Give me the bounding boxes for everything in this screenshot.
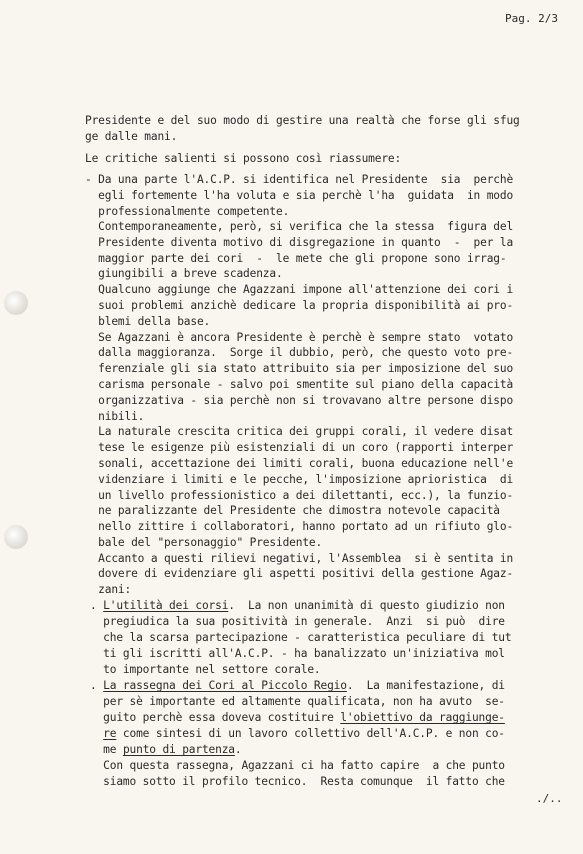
punch-hole xyxy=(4,525,28,549)
text-line xyxy=(85,151,401,167)
line-text: tese le esigenze più esistenziali di un coro (rapporti interper xyxy=(85,441,514,454)
line-text: egli fortemente l'ha voluta e sia perchè l'ha guidata in modo xyxy=(85,189,514,202)
text-line xyxy=(85,377,513,393)
line-text: Qualcuno aggiunge che Agazzani impone all'attenzione dei cori i xyxy=(85,283,514,296)
line-text-rest: . xyxy=(234,743,242,756)
line-text: me xyxy=(90,743,123,756)
text-line xyxy=(85,488,513,504)
text-line xyxy=(85,440,513,456)
text-line xyxy=(85,282,513,298)
line-text: pregiudica la sua positività in generale. Anzi si può dire xyxy=(90,615,505,628)
text-line xyxy=(85,409,144,425)
text-line xyxy=(85,129,177,145)
text-line xyxy=(90,614,505,630)
underlined-text: l'obiettivo da raggiunge- xyxy=(340,711,505,724)
text-line xyxy=(90,726,505,742)
text-line xyxy=(85,345,513,361)
text-line xyxy=(90,662,321,678)
text-line xyxy=(85,535,322,551)
text-line xyxy=(90,742,241,758)
line-text: siamo sotto il profilo tecnico. Resta comunque il fatto che xyxy=(90,775,505,788)
line-text: dalla maggioranza. Sorge il dubbio, però, che questo voto pre- xyxy=(85,346,514,359)
text-line xyxy=(85,113,520,129)
text-line xyxy=(85,219,513,235)
page-number: Pag. 2/3 xyxy=(505,12,558,25)
text-line xyxy=(85,472,513,488)
text-line xyxy=(90,694,505,710)
line-text: dovere di evidenziare gli aspetti positivi della gestione Agaz- xyxy=(85,567,514,580)
text-line xyxy=(90,630,511,646)
text-line xyxy=(90,646,505,662)
underlined-text: punto di partenza xyxy=(122,743,235,756)
line-text: giungibili a breve scadenza. xyxy=(85,267,283,280)
text-line xyxy=(85,314,210,330)
line-text: bale del "personaggio" Presidente. xyxy=(85,536,323,549)
line-text: nello zittire i collaboratori, hanno portato ad un rifiuto glo- xyxy=(85,520,514,533)
line-text: nibili. xyxy=(85,410,145,423)
line-text: carisma personale - salvo poi smentite sul piano della capacità xyxy=(85,378,514,391)
line-text: che la scarsa partecipazione - caratteristica peculiare di tut xyxy=(90,631,512,644)
underlined-text: La rassegna dei Cori al Piccolo Regio xyxy=(103,679,347,692)
text-line xyxy=(85,188,513,204)
line-text: La naturale crescita critica dei gruppi corali, il vedere disat xyxy=(85,425,514,438)
line-text: Contemporaneamente, però, si verifica che la stessa figura del xyxy=(85,220,514,233)
text-line xyxy=(85,393,513,409)
line-text: videnziare i limiti e le pecche, l'imposizione aprioristica di xyxy=(85,473,514,486)
line-text: suoi problemi anzichè dedicare la propria disponibilità ai pro- xyxy=(85,299,514,312)
text-line xyxy=(90,758,505,774)
underlined-text: re xyxy=(103,727,117,740)
text-line xyxy=(85,172,513,188)
line-text: sonali, accettazione dei limiti corali, buona educazione nell'e xyxy=(85,457,514,470)
text-line xyxy=(85,582,131,598)
line-text: organizzativa - sia perchè non si trovavano altre persone dispo xyxy=(85,394,514,407)
text-line xyxy=(90,598,505,614)
line-text: ti gli iscritti all'A.C.P. - ha banalizzato un'iniziativa mol xyxy=(90,647,505,660)
text-line xyxy=(85,298,513,314)
line-text: Con questa rassegna, Agazzani ci ha fatto capire a che punto xyxy=(90,759,505,772)
line-text: zani: xyxy=(85,583,132,596)
text-line xyxy=(85,235,513,251)
line-text-rest: . La non unanimità di questo giudizio non xyxy=(228,599,505,612)
line-text: - Da una parte l'A.C.P. si identifica nel Presidente sia perchè xyxy=(85,173,514,186)
punch-hole xyxy=(4,291,28,315)
line-text: maggior parte dei cori - le mete che gli propone sono irrag- xyxy=(85,252,507,265)
text-line xyxy=(85,503,500,519)
text-line xyxy=(85,456,513,472)
line-text: per sè importante ed altamente qualificata, non ha avuto se- xyxy=(90,695,505,708)
line-text-rest: come sintesi di un lavoro collettivo dell'A.C.P. e non co- xyxy=(116,727,505,740)
line-text: . xyxy=(90,679,104,692)
text-line xyxy=(85,251,506,267)
line-text: ferenziale gli sia stato attribuito sia per imposizione del suo xyxy=(85,362,514,375)
line-text: ne paralizzante del Presidente che dimostra notevole capacità xyxy=(85,504,500,517)
line-text: Le critiche salienti si possono così riassumere: xyxy=(85,152,402,165)
text-line xyxy=(85,519,513,535)
text-line xyxy=(85,266,283,282)
text-line xyxy=(85,551,513,567)
underlined-text: L'utilità dei corsi xyxy=(103,599,229,612)
continuation-mark: ./.. xyxy=(536,792,563,805)
text-line xyxy=(85,330,513,346)
line-text: . xyxy=(90,599,104,612)
line-text: Presidente e del suo modo di gestire una realtà che forse gli sfug xyxy=(85,114,520,127)
text-line xyxy=(85,424,513,440)
line-text: un livello professionistico a dei dilettanti, ecc.), la funzio- xyxy=(85,489,514,502)
line-text: Presidente diventa motivo di disgregazione in quanto - per la xyxy=(85,236,514,249)
line-text: Accanto a questi rilievi negativi, l'Assemblea si è sentita in xyxy=(85,552,514,565)
line-text: to importante nel settore corale. xyxy=(90,663,321,676)
line-text: Se Agazzani è ancora Presidente è perchè è sempre stato votato xyxy=(85,331,514,344)
line-text: blemi della base. xyxy=(85,315,211,328)
line-text xyxy=(90,727,103,740)
text-line xyxy=(85,361,513,377)
text-line xyxy=(90,774,505,790)
text-line xyxy=(90,710,505,726)
line-text-rest: . La manifestazione, di xyxy=(346,679,505,692)
line-text: guito perchè essa doveva costituire xyxy=(90,711,341,724)
line-text: professionalmente competente. xyxy=(85,205,290,218)
line-text: ge dalle mani. xyxy=(85,130,178,143)
text-line xyxy=(90,678,505,694)
text-line xyxy=(85,566,513,582)
text-line xyxy=(85,204,289,220)
